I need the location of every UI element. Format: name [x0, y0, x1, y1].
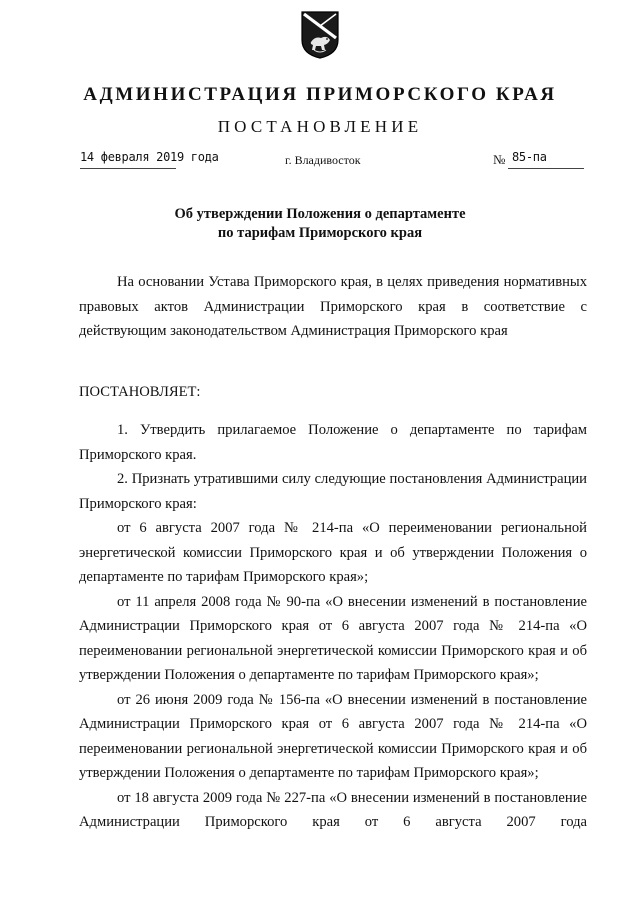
coat-of-arms-emblem [300, 10, 340, 60]
document-number-label: № [493, 152, 506, 167]
title-line-2: по тарифам Приморского края [217, 225, 423, 241]
date-underline [80, 168, 176, 169]
document-date: 14 февраля 2019 года [80, 150, 219, 164]
document-type: ПОСТАНОВЛЕНИЕ [217, 117, 423, 136]
number-underline [508, 168, 584, 169]
decree-word: ПОСТАНОВЛЯЕТ: [79, 384, 201, 400]
item-paragraph: 1. Утвердить прилагаемое Положение о департаменте по тарифам Приморского края. [79, 422, 587, 463]
item-paragraph: от 11 апреля 2008 года № 90-па «О внесении изменений в постановление Администрации Приморского края от 6 августа 2007 года № 214-па «О переименовании региональной энергетической комиссии Приморского края и об утверждении Положения о департаменте по тарифам Приморского края»; [79, 593, 587, 683]
preamble-block [79, 270, 587, 344]
title-line-1: Об утверждении Положения о департаменте [174, 206, 466, 222]
item-paragraph: 2. Признать утратившими силу следующие постановления Администрации Приморского края: [79, 471, 587, 512]
preamble-paragraph: На основании Устава Приморского края, в целях приведения нормативных правовых актов Администрации Приморского края в соответствие с действующим законодательством Администрация Приморского края [79, 274, 587, 339]
items-block [79, 418, 587, 835]
document-number: 85-па [512, 150, 547, 164]
item-paragraph: от 6 августа 2007 года № 214-па «О переименовании региональной энергетической комиссии Приморского края и об утверждении Положения о департаменте по тарифам Приморского края»; [79, 520, 587, 585]
document-title [0, 205, 640, 243]
document-city: г. Владивосток [285, 153, 361, 167]
item-paragraph: от 26 июня 2009 года № 156-па «О внесении изменений в постановление Администрации Приморского края от 6 августа 2007 года № 214-па «О переименовании региональной энергетической комиссии Приморского края и об утверждении Положения о департаменте по тарифам Приморского края»; [79, 691, 587, 781]
organization-name: АДМИНИСТРАЦИЯ ПРИМОРСКОГО КРАЯ [83, 84, 557, 105]
item-paragraph: от 18 августа 2009 года № 227-па «О внесении изменений в постановление Администрации Приморского края от 6 августа 2007 года [79, 789, 587, 830]
